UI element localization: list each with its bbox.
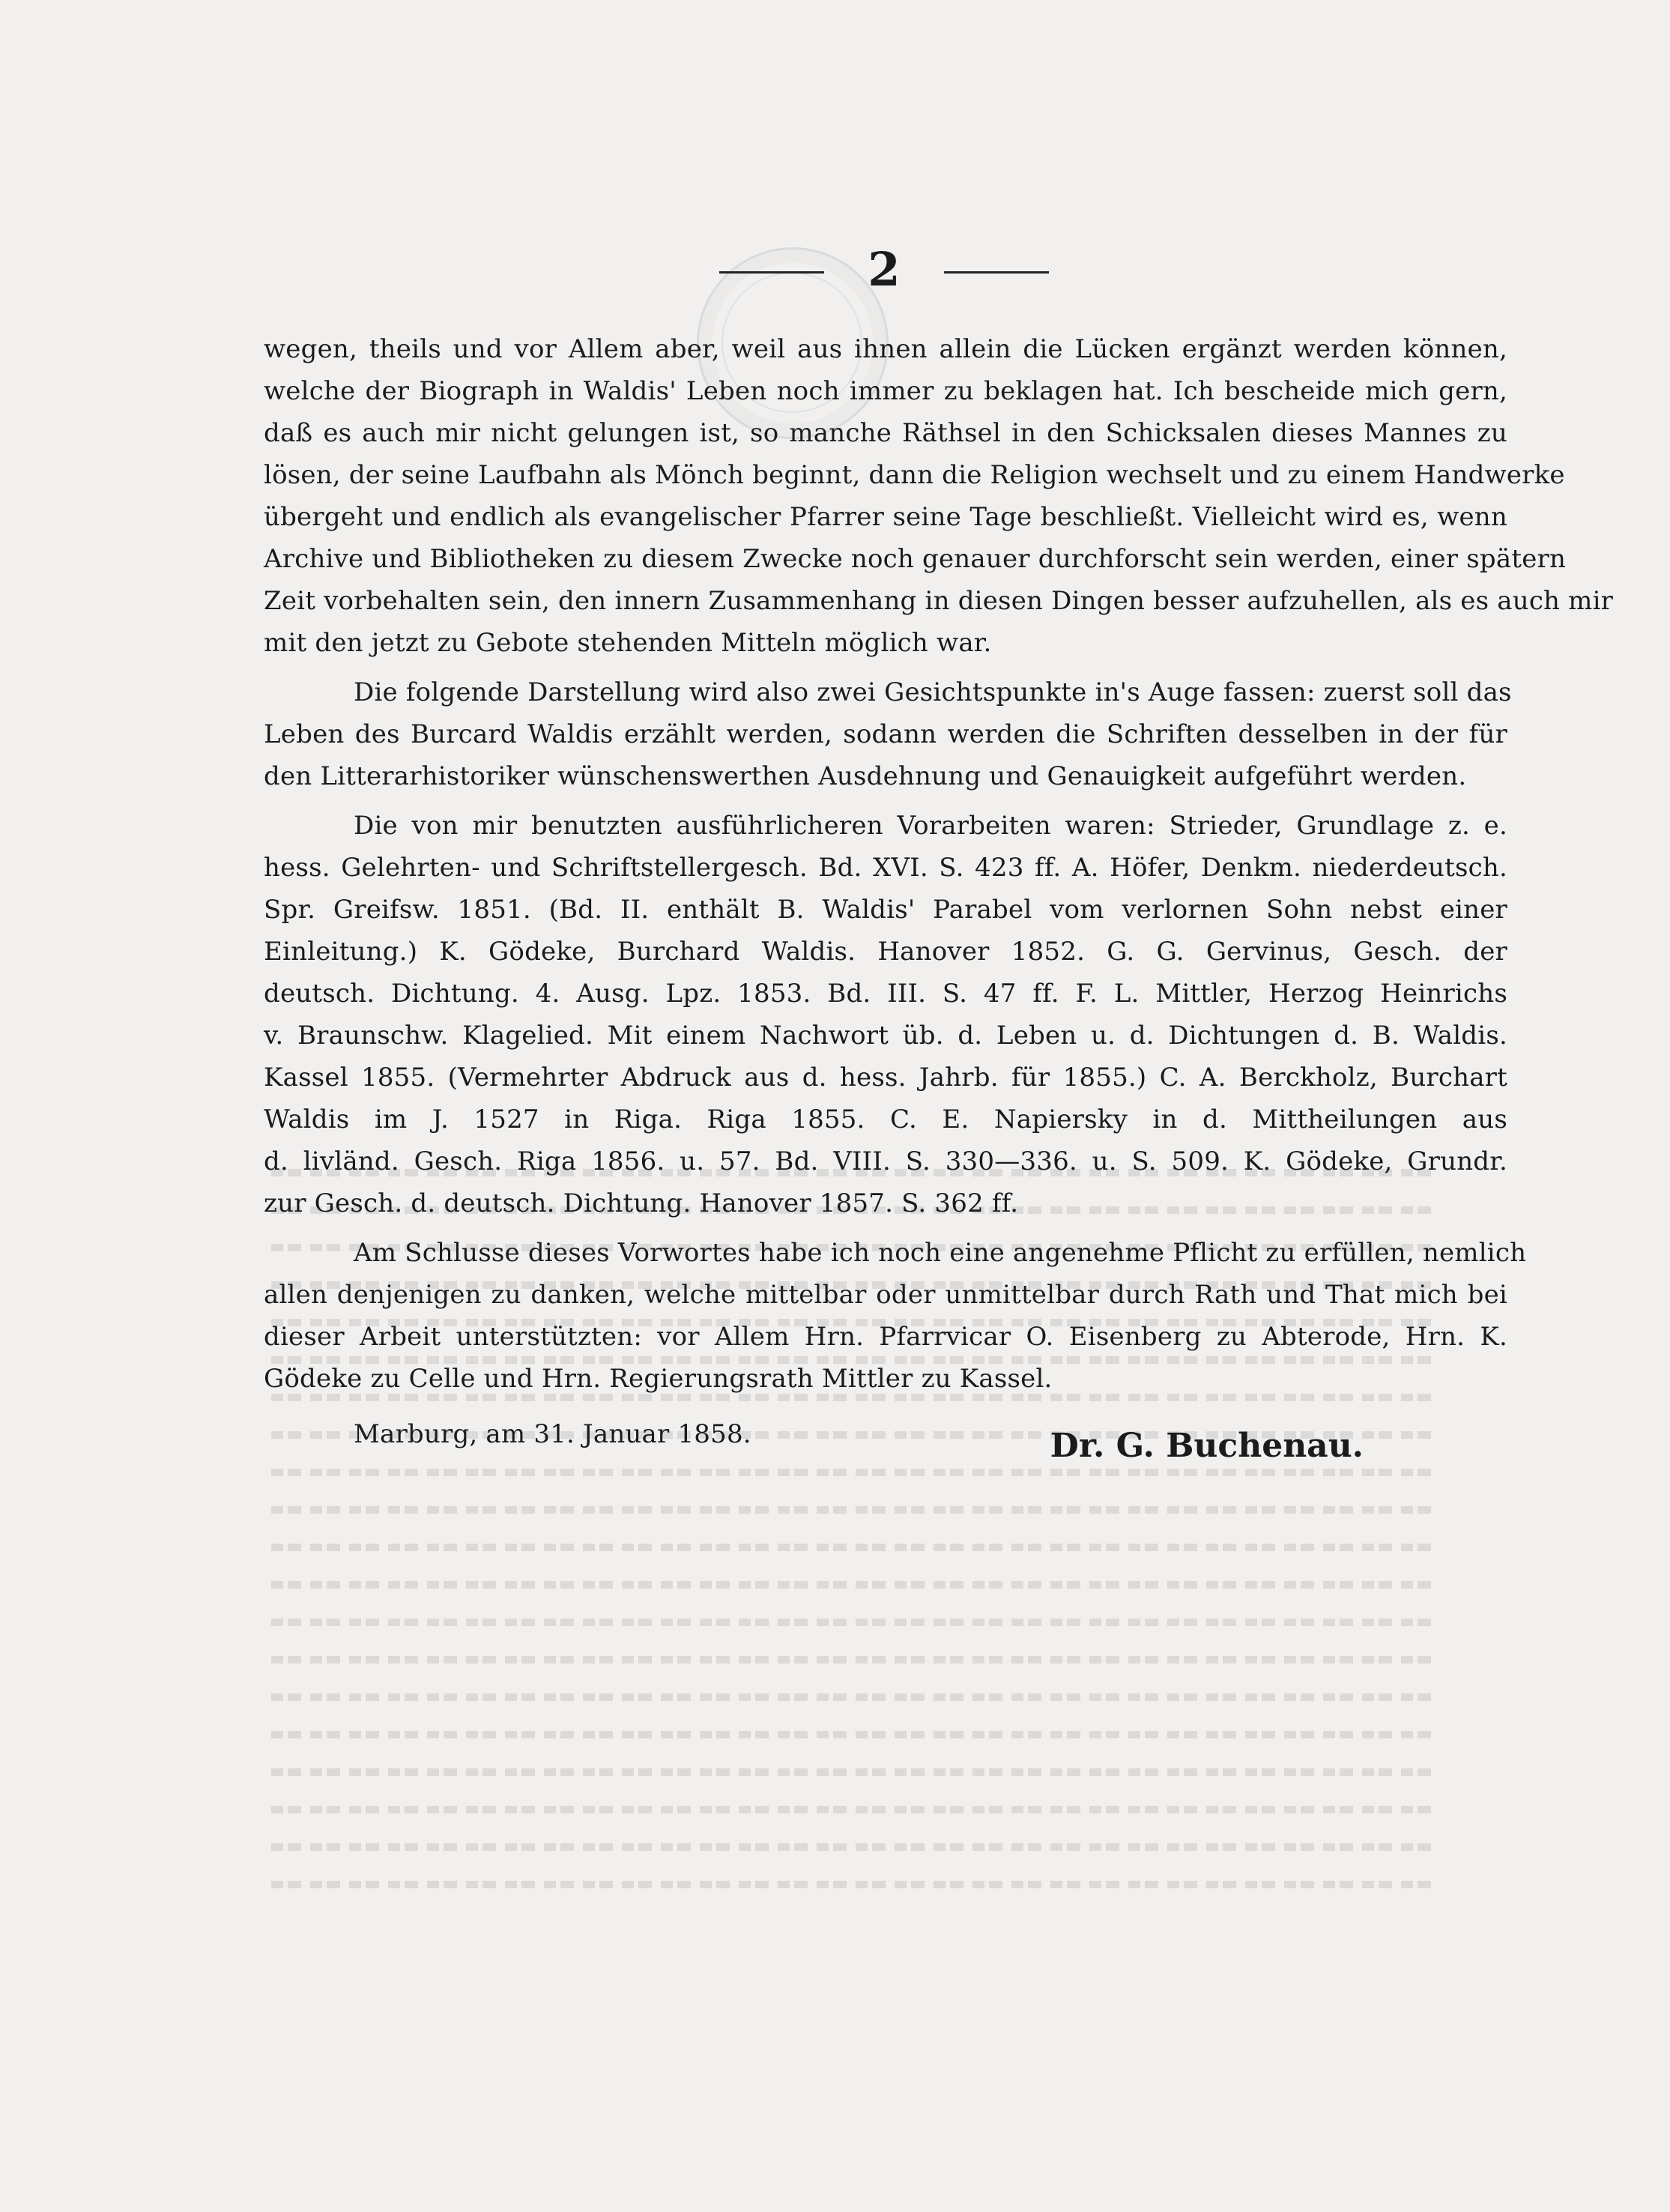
text-line: allen denjenigen zu danken, welche mittelbar oder unmittelbar durch Rath und That mich bei <box>264 1280 1507 1310</box>
text-line: übergeht und endlich als evangelischer Pfarrer seine Tage beschließt. Vielleicht wird es, wenn <box>264 502 1507 532</box>
text-line: Archive und Bibliotheken zu diesem Zwecke noch genauer durchforscht sein werden, einer spätern <box>264 544 1567 574</box>
page-number: 2 <box>868 242 901 297</box>
text-line: Am Schlusse dieses Vorwortes habe ich noch eine angenehme Pflicht zu erfüllen, nemlich <box>354 1238 1527 1268</box>
page-header <box>0 240 1670 307</box>
text-line: Die von mir benutzten ausführlicheren Vorarbeiten waren: Strieder, Grundlage z. e. <box>354 811 1507 841</box>
text-line: d. livländ. Gesch. Riga 1856. u. 57. Bd. VIII. S. 330—336. u. S. 509. K. Gödeke, Grundr. <box>264 1146 1507 1176</box>
text-line: welche der Biograph in Waldis' Leben noch immer zu beklagen hat. Ich bescheide mich gern, <box>264 376 1507 406</box>
header-rule-right <box>944 271 1049 274</box>
signature: Dr. G. Buchenau. <box>1050 1427 1364 1465</box>
text-line: deutsch. Dichtung. 4. Ausg. Lpz. 1853. Bd. III. S. 47 ff. F. L. Mittler, Herzog Heinrichs <box>264 979 1507 1009</box>
text-line: lösen, der seine Laufbahn als Mönch beginnt, dann die Religion wechselt und zu einem Handwerke <box>264 460 1565 490</box>
text-line: zur Gesch. d. deutsch. Dichtung. Hanover 1857. S. 362 ff. <box>264 1188 1019 1218</box>
text-line: dieser Arbeit unterstützten: vor Allem Hrn. Pfarrvicar O. Eisenberg zu Abterode, Hrn. K. <box>264 1322 1507 1352</box>
text-line: Die folgende Darstellung wird also zwei Gesichtspunkte in's Auge fassen: zuerst soll das <box>354 677 1512 707</box>
text-line: Spr. Greifsw. 1851. (Bd. II. enthält B. Waldis' Parabel vom verlornen Sohn nebst einer <box>264 895 1507 925</box>
text-line: hess. Gelehrten- und Schriftstellergesch. Bd. XVI. S. 423 ff. A. Höfer, Denkm. niederdeutsch. <box>264 853 1507 883</box>
text-line: den Litterarhistoriker wünschenswerthen Ausdehnung und Genauigkeit aufgeführt werden. <box>264 761 1467 791</box>
text-line: Kassel 1855. (Vermehrter Abdruck aus d. hess. Jahrb. für 1855.) C. A. Berckholz, Burchart <box>264 1063 1507 1093</box>
text-line: Zeit vorbehalten sein, den innern Zusammenhang in diesen Dingen besser aufzuhellen, als es auch mir <box>264 586 1614 616</box>
text-line: Waldis im J. 1527 in Riga. Riga 1855. C. E. Napiersky in d. Mittheilungen aus <box>264 1105 1507 1134</box>
paragraph-1 <box>264 328 1614 664</box>
text-line: v. Braunschw. Klagelied. Mit einem Nachwort üb. d. Leben u. d. Dichtungen d. B. Waldis. <box>264 1021 1507 1051</box>
text-line: wegen, theils und vor Allem aber, weil aus ihnen allein die Lücken ergänzt werden können, <box>264 334 1507 364</box>
text-line: Gödeke zu Celle und Hrn. Regierungsrath Mittler zu Kassel. <box>264 1364 1053 1394</box>
page-body <box>264 328 1614 1455</box>
text-line: mit den jetzt zu Gebote stehenden Mitteln möglich war. <box>264 628 992 658</box>
text-line: Einleitung.) K. Gödeke, Burchard Waldis. Hanover 1852. G. G. Gervinus, Gesch. der <box>264 937 1507 967</box>
header-rule-left <box>719 271 824 274</box>
text-line: Leben des Burcard Waldis erzählt werden, sodann werden die Schriften desselben in der für <box>264 719 1507 749</box>
dateline: Marburg, am 31. Januar 1858. <box>354 1419 751 1449</box>
text-line: daß es auch mir nicht gelungen ist, so manche Räthsel in den Schicksalen dieses Mannes zu <box>264 418 1507 448</box>
paragraph-4 <box>264 1232 1527 1400</box>
paragraph-2 <box>264 671 1512 797</box>
paragraph-3 <box>264 805 1507 1224</box>
